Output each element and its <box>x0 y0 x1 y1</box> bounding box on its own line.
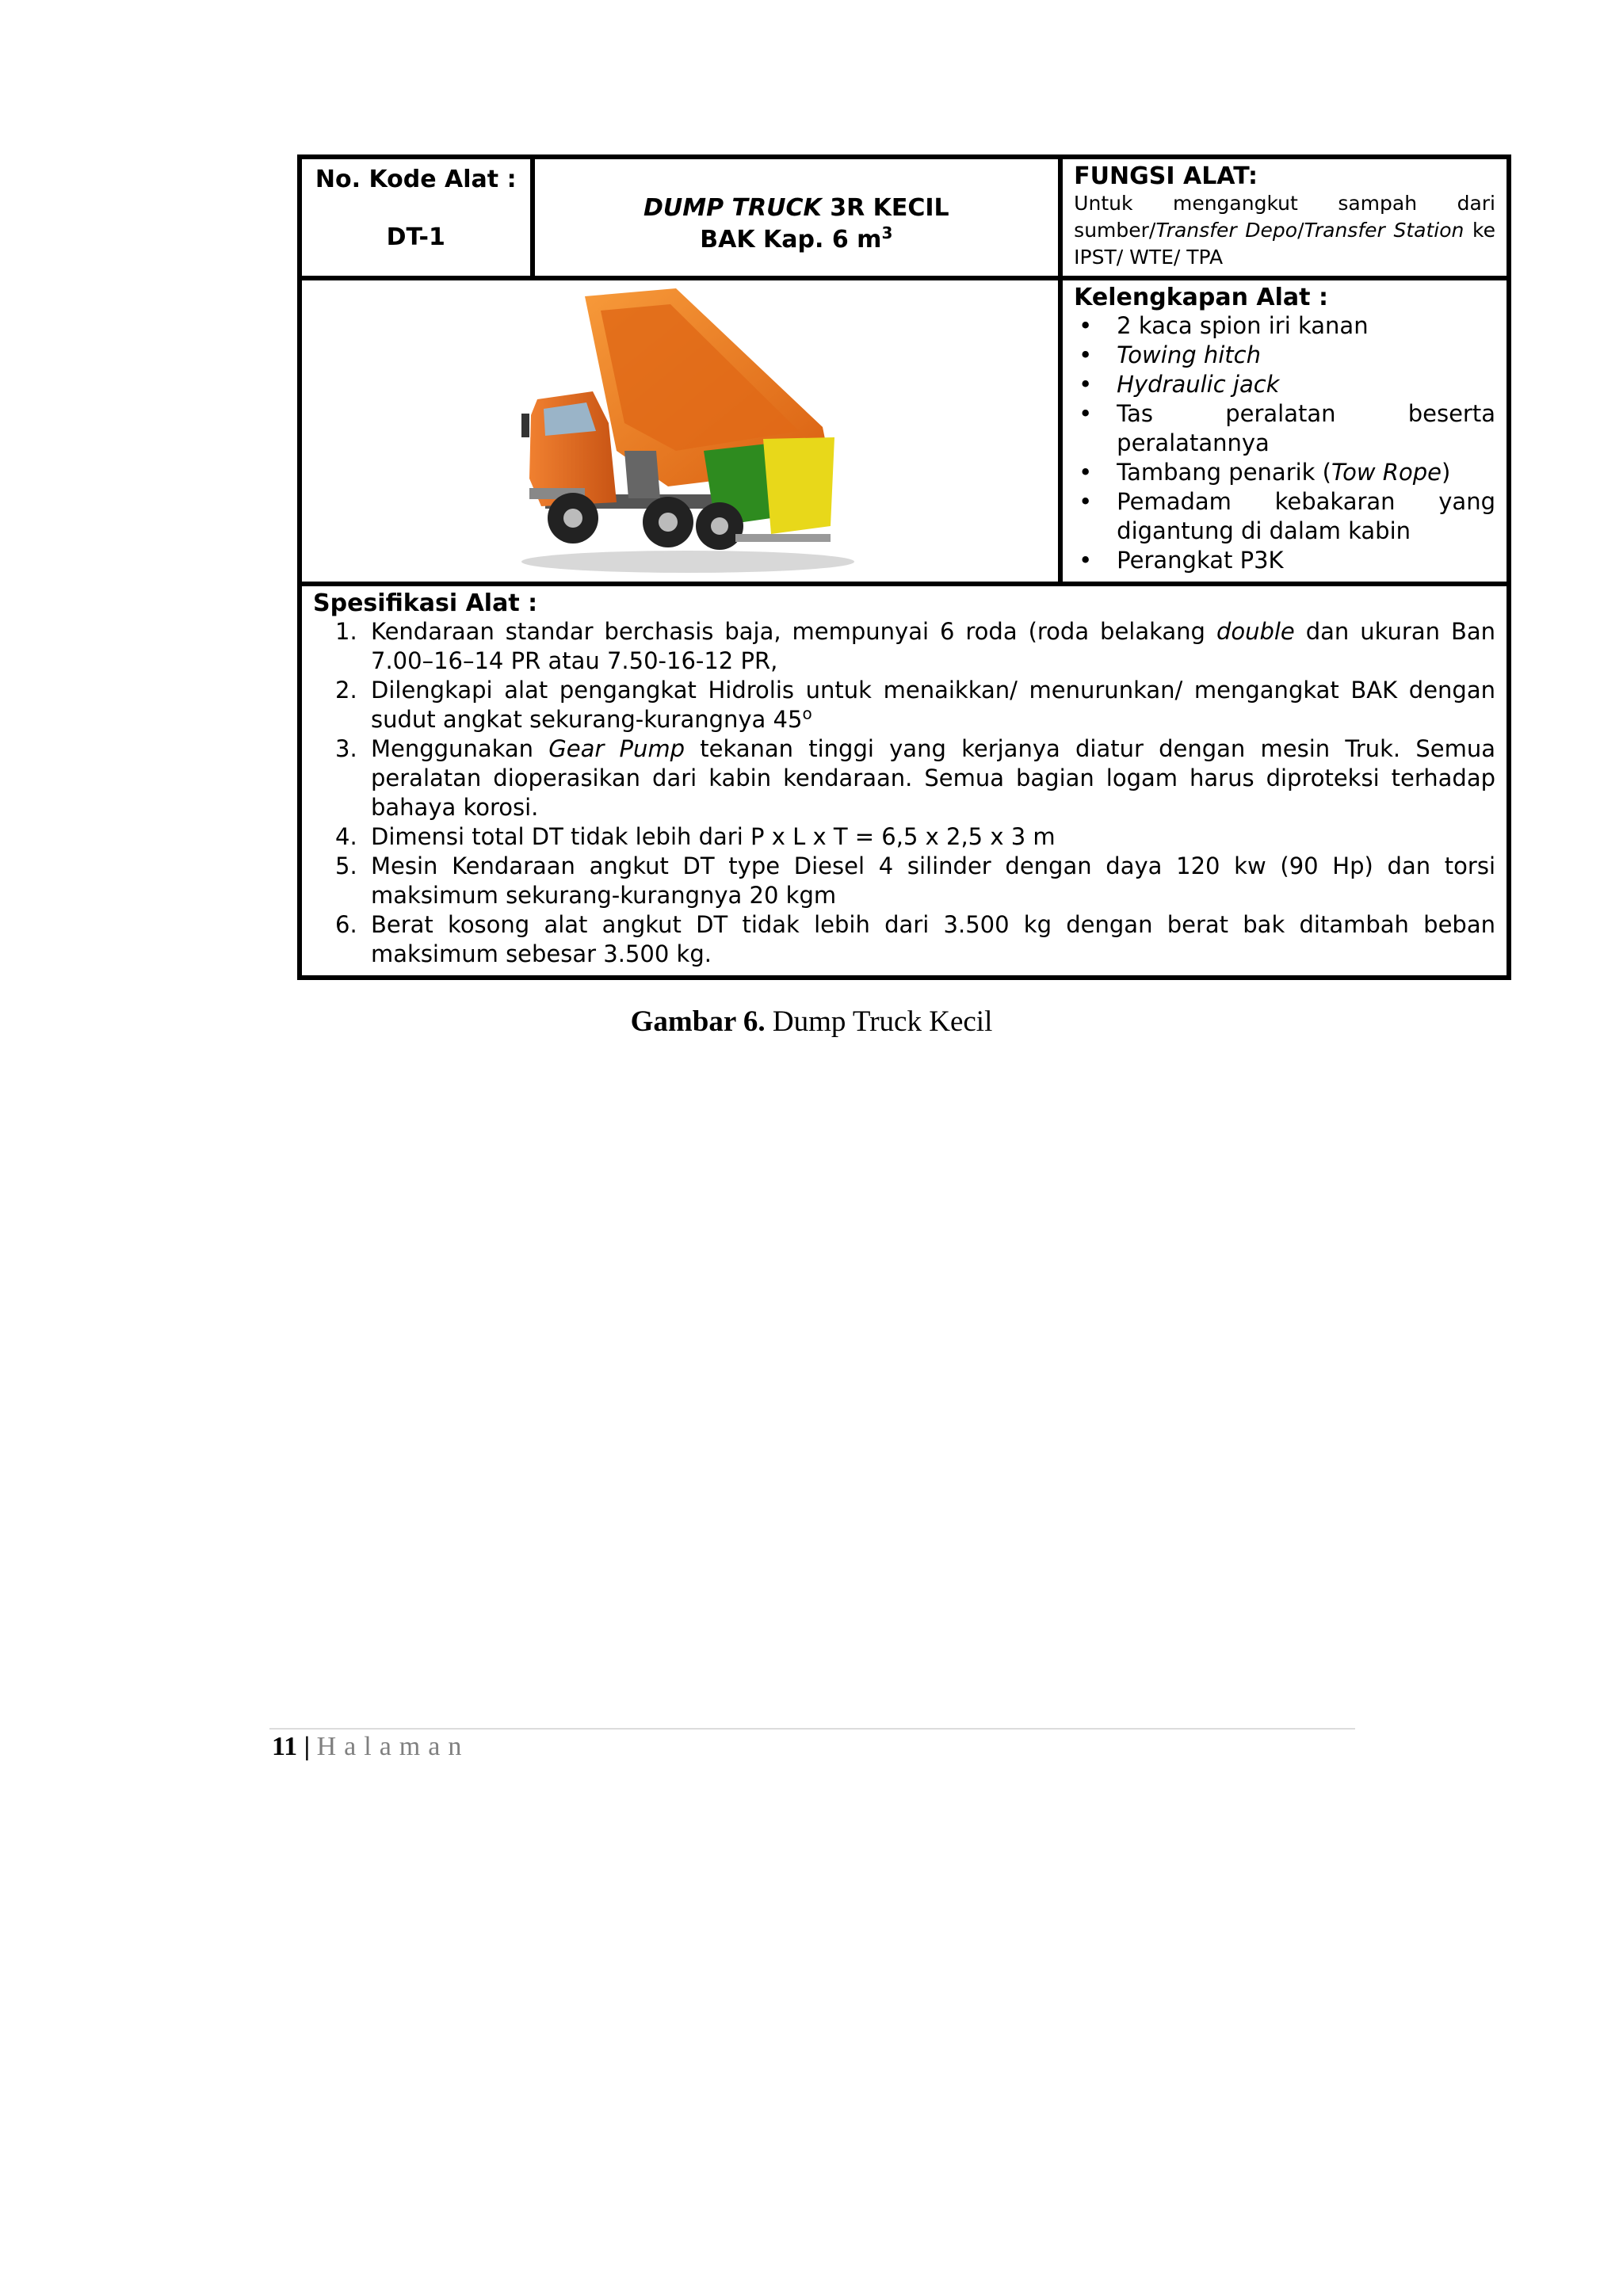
spec-item <box>313 676 1495 734</box>
spec-number: 4. <box>335 823 357 850</box>
equipment-item: • Tas peralatan beserta peralatannya <box>1074 399 1495 458</box>
page-footer <box>272 1732 469 1762</box>
front-wheel-hub <box>563 509 582 528</box>
function-text-1: Untuk mengangkut sampah dari sumber/ <box>1074 192 1495 242</box>
dump-truck-image <box>498 280 862 582</box>
yellow-bin <box>763 437 834 534</box>
specification-title: Spesifikasi Alat : <box>313 589 538 617</box>
equipment-item-3: Hydraulic jack <box>1117 371 1280 398</box>
equipment-title: Kelengkapan Alat : <box>1074 284 1328 311</box>
spec-item-2-sup: o <box>802 704 812 723</box>
specification-list <box>302 617 1507 975</box>
equipment-item <box>1074 341 1495 370</box>
side-mirror <box>521 414 529 437</box>
code-label: No. Kode Alat : <box>315 166 517 193</box>
equipment-name <box>535 159 1059 256</box>
spec-item-5: Mesin Kendaraan angkut DT type Diesel 4 silinder dengan daya 120 kw (90 Hp) dan torsi maksimum sekurang-kurangnya 20 kgm <box>371 852 1495 909</box>
ground-shadow <box>521 551 854 573</box>
equipment-item <box>1074 370 1495 399</box>
name-italic: DUMP TRUCK <box>643 194 822 222</box>
figure-caption <box>0 1005 1623 1039</box>
function-text <box>1063 190 1507 276</box>
spec-item-1-post: dan ukuran Ban 7.00–16–14 PR atau 7.50-16-12 PR, <box>371 618 1496 674</box>
code-cell <box>300 157 533 278</box>
footer-word: Halaman <box>316 1732 470 1761</box>
spec-number: 5. <box>335 852 357 879</box>
rear-wheel-2-hub <box>711 517 728 535</box>
spec-number: 1. <box>335 618 357 645</box>
spec-item-1-pre: Kendaraan standar berchasis baja, mempunyai 6 roda (roda belakang <box>371 618 1216 645</box>
name-line2: BAK Kap. 6 m <box>700 226 882 254</box>
function-text-2: ke IPST/ WTE/ TPA <box>1074 219 1495 269</box>
spec-item-3-italic: Gear Pump <box>548 735 685 762</box>
spec-number: 6. <box>335 911 357 938</box>
spec-item <box>313 617 1495 676</box>
caption-text: Dump Truck Kecil <box>765 1005 993 1038</box>
equipment-item-5-post: ) <box>1441 459 1451 486</box>
spec-item <box>313 822 1495 852</box>
footer-separator: | <box>297 1732 317 1761</box>
caption-label: Gambar 6. <box>630 1005 766 1038</box>
spec-item-3-post: tekanan tinggi yang kerjanya diatur dengan mesin Truk. Semua peralatan dioperasikan dari kabin kendaraan. Semua bagian logam harus diproteksi terhadap bahaya korosi. <box>371 735 1495 821</box>
spec-item-4: Dimensi total DT tidak lebih dari P x L x T = 6,5 x 2,5 x 3 m <box>371 823 1056 850</box>
function-cell <box>1060 157 1509 278</box>
footer-divider <box>269 1728 1355 1730</box>
equipment-list <box>1063 311 1507 582</box>
function-italic-2: Transfer Station <box>1304 219 1465 242</box>
equipment-item-5-pre: Tambang penarik ( <box>1117 459 1331 486</box>
equipment-item: • Perangkat P3K <box>1074 546 1495 575</box>
name-superscript: 3 <box>881 223 893 242</box>
hydraulic-lift <box>624 451 660 498</box>
spec-item <box>313 910 1495 969</box>
equipment-spec-table <box>297 154 1511 980</box>
rear-step <box>735 534 831 542</box>
spec-item-3-pre: Menggunakan <box>371 735 549 762</box>
equipment-item-5-italic: Tow Rope <box>1331 459 1442 486</box>
spec-item <box>313 734 1495 822</box>
function-sep: / <box>1297 219 1304 242</box>
image-cell <box>300 278 1060 584</box>
equipment-item <box>1074 458 1495 487</box>
equipment-item-2: Towing hitch <box>1117 341 1261 368</box>
equipment-item: • 2 kaca spion iri kanan <box>1074 311 1495 341</box>
spec-item <box>313 852 1495 910</box>
name-rest: 3R KECIL <box>821 194 949 222</box>
spec-item-2-text: Dilengkapi alat pengangkat Hidrolis untuk menaikkan/ menurunkan/ mengangkat BAK dengan sudut angkat sekurang-kurangnya 45 <box>371 677 1495 733</box>
page-number: 11 <box>272 1732 298 1761</box>
equipment-cell <box>1060 278 1509 584</box>
spec-item-6: Berat kosong alat angkut DT tidak lebih dari 3.500 kg dengan berat bak ditambah beban maksimum sebesar 3.500 kg. <box>371 911 1495 967</box>
function-title: FUNGSI ALAT: <box>1074 162 1258 190</box>
spec-number: 3. <box>335 735 357 762</box>
code-value: DT-1 <box>386 223 445 251</box>
equipment-name-cell <box>533 157 1061 278</box>
equipment-item: • Pemadam kebakaran yang digantung di dalam kabin <box>1074 487 1495 546</box>
function-italic-1: Transfer Depo <box>1155 219 1298 242</box>
spec-item-1-italic: double <box>1216 618 1295 645</box>
rear-wheel-1-hub <box>659 513 678 532</box>
spec-number: 2. <box>335 677 357 704</box>
specification-cell <box>300 584 1509 978</box>
